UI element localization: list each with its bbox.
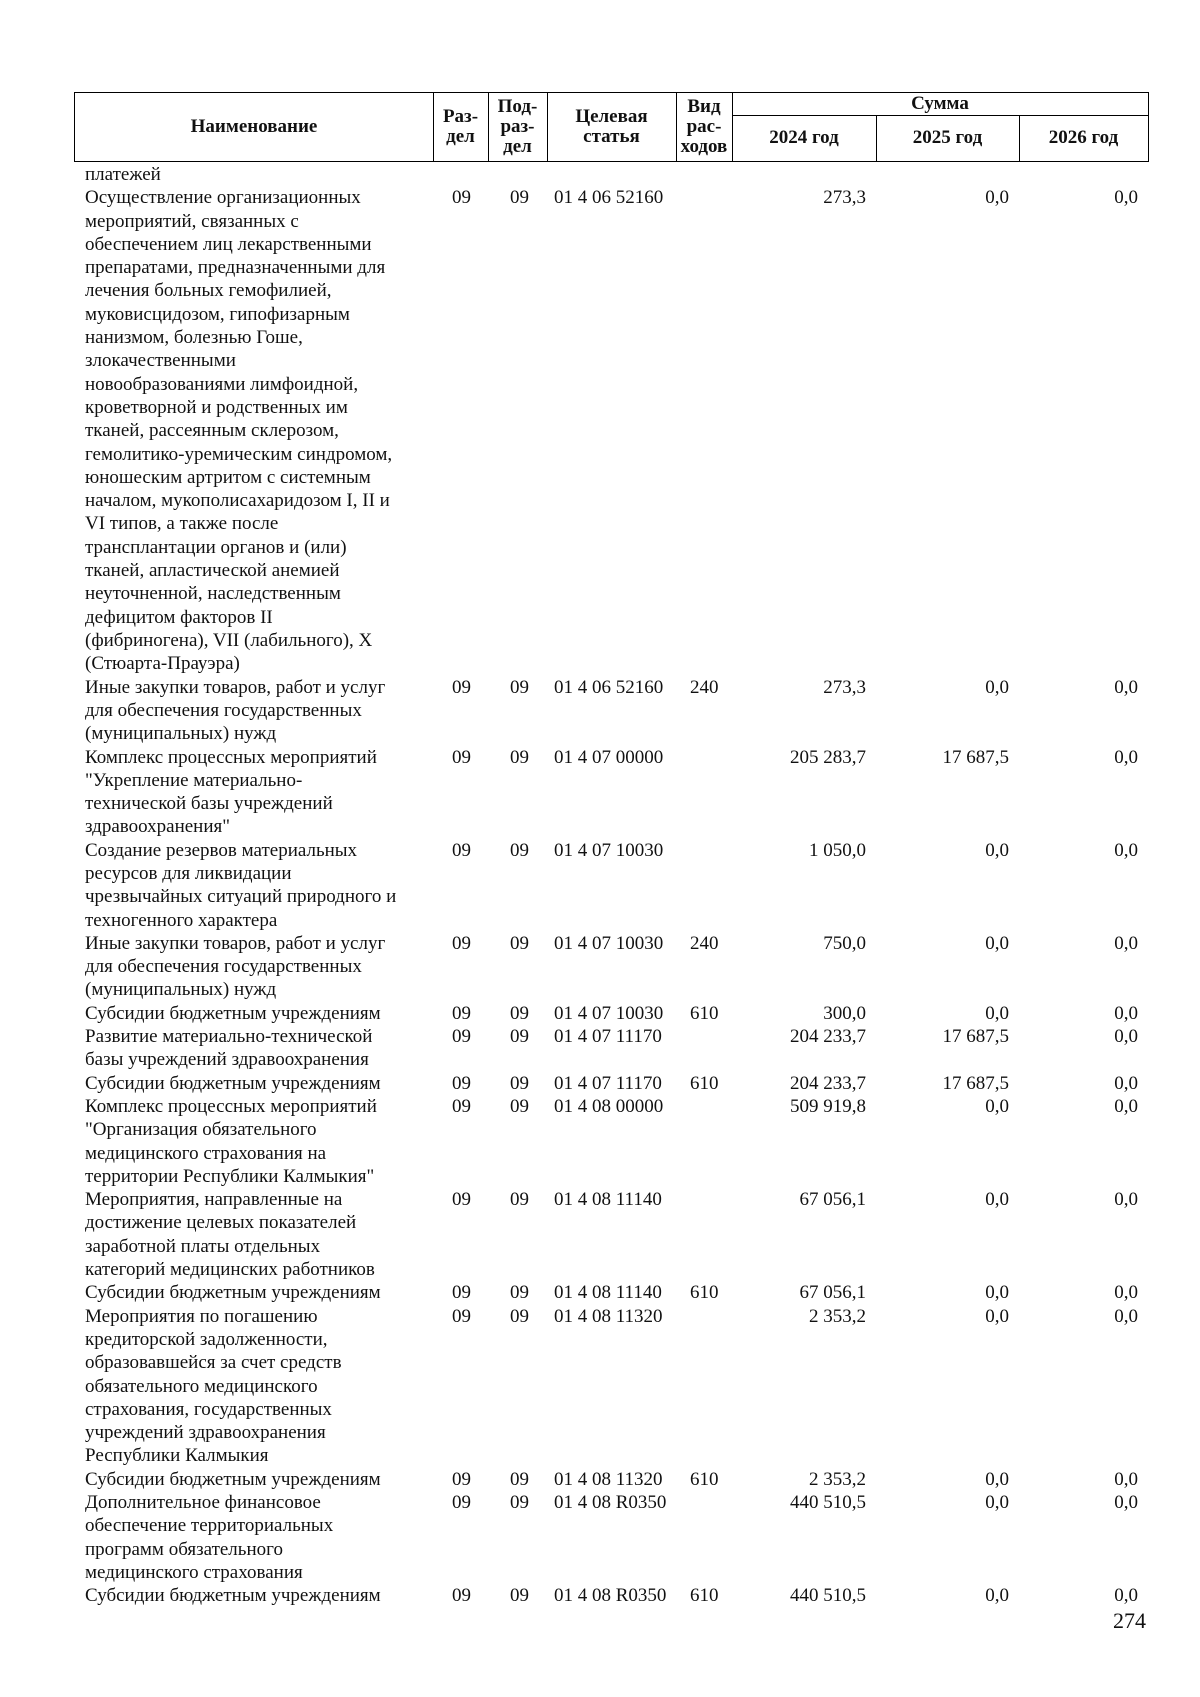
cell-s26: 0,0 [1114, 187, 1138, 209]
cell-s26: 0,0 [1114, 676, 1138, 698]
cell-stat: 01 4 08 R0350 [554, 1585, 667, 1607]
cell-name: Субсидии бюджетным учреждениям [85, 1072, 381, 1094]
cell-s25: 0,0 [985, 1468, 1009, 1490]
page-number: 274 [1113, 1608, 1146, 1633]
cell-vid: 610 [690, 1072, 719, 1094]
cell-s26: 0,0 [1114, 1492, 1138, 1514]
cell-s25: 17 687,5 [942, 1072, 1009, 1094]
cell-razd: 09 [452, 187, 471, 209]
cell-s26: 0,0 [1114, 1305, 1138, 1327]
cell-razd: 09 [452, 1189, 471, 1211]
cell-s25: 0,0 [985, 676, 1009, 698]
header-2025: 2025 год [912, 127, 983, 148]
cell-s25: 0,0 [985, 187, 1009, 209]
cell-name: Развитие материально-технической базы учреждений здравоохранения [85, 1026, 373, 1071]
cell-name: Создание резервов материальных ресурсов для ликвидации чрезвычайных ситуаций природного и техногенного характера [85, 839, 397, 931]
header-summa: Сумма [911, 93, 969, 114]
cell-pod: 09 [510, 1096, 529, 1117]
cell-name: Субсидии бюджетным учреждениям [85, 1002, 381, 1024]
cell-s25: 0,0 [985, 1096, 1009, 1117]
cell-s26: 0,0 [1114, 1072, 1138, 1094]
cell-razd: 09 [452, 1096, 471, 1117]
cell-name: Иные закупки товаров, работ и услуг для обеспечения государственных (муниципальных) нужд [85, 932, 386, 1001]
cell-s26: 0,0 [1114, 1282, 1138, 1304]
cell-s25: 0,0 [985, 1002, 1009, 1024]
cell-pod: 09 [510, 1585, 529, 1607]
cell-s26: 0,0 [1114, 1585, 1138, 1607]
header-vid: Вид рас- ходов [680, 96, 728, 157]
table-header [74, 92, 1149, 162]
cell-stat: 01 4 07 10030 [554, 1002, 664, 1024]
cell-s25: 0,0 [985, 1189, 1009, 1211]
cell-razd: 09 [452, 1585, 471, 1607]
cell-razd: 09 [452, 932, 471, 954]
cell-s26: 0,0 [1114, 1026, 1138, 1048]
cell-stat: 01 4 07 11170 [554, 1026, 662, 1048]
cell-s24: 67 056,1 [799, 1282, 866, 1304]
cell-s26: 0,0 [1114, 1096, 1138, 1117]
cell-vid: 610 [690, 1585, 719, 1607]
cell-stat: 01 4 08 00000 [554, 1096, 664, 1117]
cell-name: Субсидии бюджетным учреждениям [85, 1585, 381, 1607]
cell-vid: 240 [690, 676, 719, 698]
cell-s26: 0,0 [1114, 932, 1138, 954]
header-razdel: Раз- дел [442, 106, 479, 147]
cell-stat: 01 4 08 11140 [554, 1282, 662, 1304]
cell-s24: 440 510,5 [790, 1585, 866, 1607]
cell-vid: 240 [690, 932, 719, 954]
cell-stat: 01 4 06 52160 [554, 676, 664, 698]
header-2024: 2024 год [769, 127, 839, 148]
cell-s24: 204 233,7 [790, 1072, 866, 1094]
cell-stat: 01 4 07 11170 [554, 1072, 662, 1094]
cell-stat: 01 4 06 52160 [554, 187, 664, 209]
cell-s24: 67 056,1 [799, 1189, 866, 1211]
cell-s24: 509 919,8 [790, 1096, 866, 1117]
cell-pod: 09 [510, 1492, 529, 1514]
cell-razd: 09 [452, 839, 471, 861]
cell-s26: 0,0 [1114, 746, 1138, 768]
cell-s24: 273,3 [823, 676, 866, 698]
cell-s24: 2 353,2 [809, 1468, 866, 1490]
cell-name: Дополнительное финансовое обеспечение территориальных программ обязательного медицинского страхования [85, 1492, 334, 1583]
cell-razd: 09 [452, 1492, 471, 1514]
cell-name: Иные закупки товаров, работ и услуг для обеспечения государственных (муниципальных) нужд [85, 676, 386, 745]
cell-s25: 0,0 [985, 839, 1009, 861]
cell-razd: 09 [452, 1468, 471, 1490]
cell-pod: 09 [510, 932, 529, 954]
cell-name: Субсидии бюджетным учреждениям [85, 1468, 381, 1490]
cell-vid: 610 [690, 1002, 719, 1024]
cell-pod: 09 [510, 746, 529, 768]
cell-s25: 17 687,5 [942, 746, 1009, 768]
cell-name: Осуществление организационных мероприятий, связанных с обеспечением лиц лекарственными препаратами, предназначенными для лечения больных гемофилией, муковисцидозом, гипофизарным нанизмом, болезнью Гоше, злокачественными новообразованиями лимфоидной, кроветворной и родственных им тканей, рассеянным склерозом, гемолитико-уремическим синдромом, юношеским артритом с системным началом, мукополисахаридозом I, II и VI типов, а также после трансплантации органов и (или) тканей, апластической анемией неуточненной, наследственным дефицитом факторов II (фибриногена), VII (лабильного), X (Стюарта-Прауэра) [85, 187, 393, 675]
cell-stat: 01 4 07 00000 [554, 746, 664, 768]
header-podrazdel: Под- раз- дел [497, 96, 538, 157]
cell-pod: 09 [510, 1072, 529, 1094]
cell-razd: 09 [452, 676, 471, 698]
cell-s25: 17 687,5 [942, 1026, 1009, 1048]
header-2026: 2026 год [1048, 127, 1119, 148]
cell-s25: 0,0 [985, 932, 1009, 954]
cell-vid: 610 [690, 1282, 719, 1304]
cell-vid: 610 [690, 1468, 719, 1490]
cell-s24: 300,0 [823, 1002, 866, 1024]
cell-razd: 09 [452, 1072, 471, 1094]
cell-razd: 09 [452, 746, 471, 768]
cell-name: платежей [85, 164, 161, 185]
cell-name: Комплекс процессных мероприятий "Организация обязательного медицинского страхования на территории Республики Калмыкия" [85, 1096, 377, 1187]
cell-stat: 01 4 08 11140 [554, 1189, 662, 1211]
cell-name: Комплекс процессных мероприятий "Укрепление материально- технической базы учреждений здравоохранения" [85, 746, 377, 838]
header-statya: Целевая статья [575, 106, 648, 147]
cell-s26: 0,0 [1114, 1002, 1138, 1024]
cell-stat: 01 4 07 10030 [554, 932, 664, 954]
cell-s24: 205 283,7 [790, 746, 866, 768]
cell-s25: 0,0 [985, 1585, 1009, 1607]
cell-razd: 09 [452, 1282, 471, 1304]
cell-s26: 0,0 [1114, 1468, 1138, 1490]
cell-s24: 750,0 [823, 932, 866, 954]
cell-razd: 09 [452, 1026, 471, 1048]
cell-stat: 01 4 08 R0350 [554, 1492, 667, 1514]
cell-s24: 440 510,5 [790, 1492, 866, 1514]
cell-s24: 273,3 [823, 187, 866, 209]
cell-s26: 0,0 [1114, 1189, 1138, 1211]
cell-s24: 2 353,2 [809, 1305, 866, 1327]
cell-razd: 09 [452, 1002, 471, 1024]
cell-s25: 0,0 [985, 1305, 1009, 1327]
cell-name: Мероприятия по погашению кредиторской задолженности, образовавшейся за счет средств обязательного медицинского страхования, государственных учреждений здравоохранения Республики Калмыкия [85, 1305, 342, 1467]
cell-pod: 09 [510, 1002, 529, 1024]
cell-pod: 09 [510, 1305, 529, 1327]
cell-pod: 09 [510, 1026, 529, 1048]
cell-name: Мероприятия, направленные на достижение целевых показателей заработной платы отдельных категорий медицинских работников [85, 1189, 375, 1281]
header-name: Наименование [190, 116, 318, 137]
cell-pod: 09 [510, 1468, 529, 1490]
cell-pod: 09 [510, 1282, 529, 1304]
cell-s24: 204 233,7 [790, 1026, 866, 1048]
cell-s25: 0,0 [985, 1282, 1009, 1304]
cell-pod: 09 [510, 187, 529, 209]
cell-razd: 09 [452, 1305, 471, 1327]
cell-name: Субсидии бюджетным учреждениям [85, 1282, 381, 1304]
cell-s24: 1 050,0 [809, 839, 866, 861]
cell-stat: 01 4 08 11320 [554, 1468, 663, 1490]
cell-pod: 09 [510, 1189, 529, 1211]
cell-stat: 01 4 08 11320 [554, 1305, 663, 1327]
cell-s26: 0,0 [1114, 839, 1138, 861]
cell-pod: 09 [510, 839, 529, 861]
cell-stat: 01 4 07 10030 [554, 839, 664, 861]
cell-pod: 09 [510, 676, 529, 698]
cell-s25: 0,0 [985, 1492, 1009, 1514]
